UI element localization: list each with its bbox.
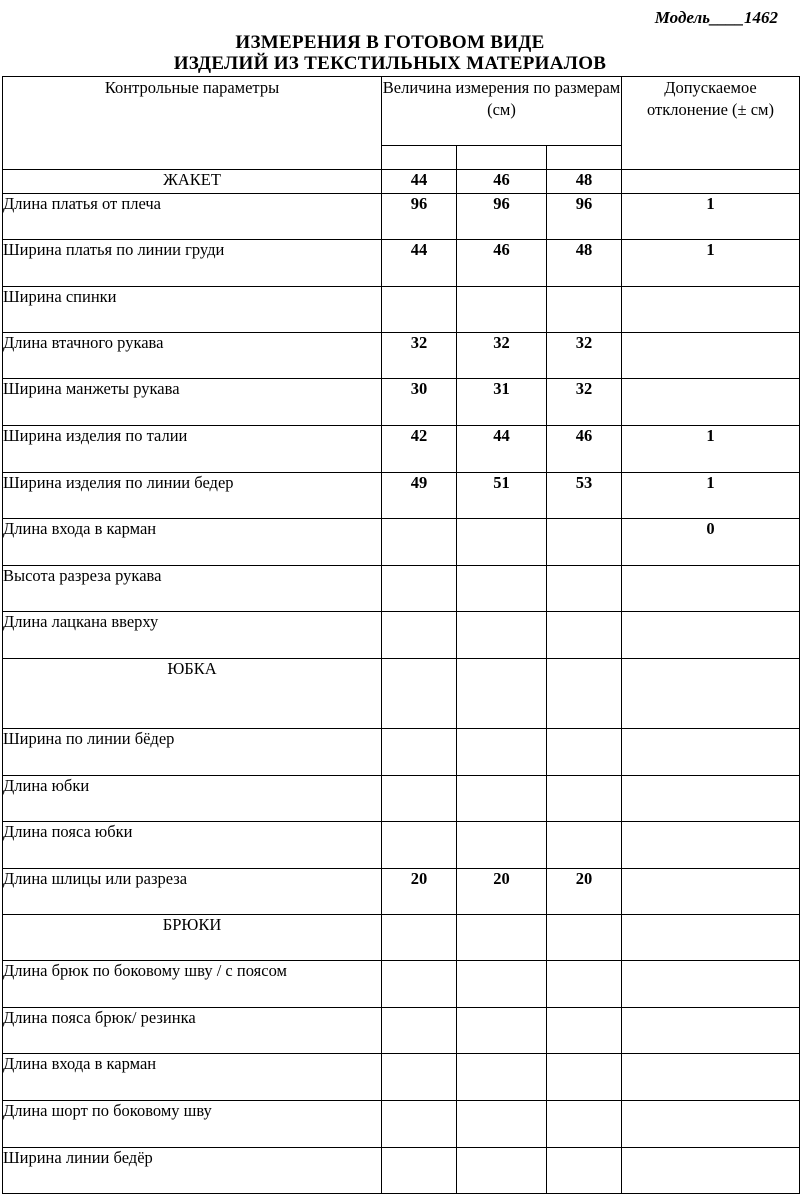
empty-cell xyxy=(622,915,800,961)
section-skirt-label: ЮБКА xyxy=(3,659,382,729)
empty-cell xyxy=(457,659,547,729)
value-cell: 96 xyxy=(457,194,547,240)
tolerance-cell xyxy=(622,961,800,1008)
tolerance-cell xyxy=(622,1101,800,1148)
value-cell xyxy=(457,1054,547,1101)
value-cell xyxy=(547,287,622,333)
section-skirt-row xyxy=(3,659,800,729)
model-number: Модель____1462 xyxy=(654,8,778,27)
value-cell xyxy=(457,1008,547,1054)
header-subcell xyxy=(457,146,547,170)
table-row xyxy=(3,729,800,776)
tolerance-cell xyxy=(622,333,800,379)
table-row xyxy=(3,822,800,869)
value-cell xyxy=(382,776,457,822)
size-cell: 44 xyxy=(382,170,457,194)
table-row xyxy=(3,1054,800,1101)
value-cell xyxy=(547,1101,622,1148)
tolerance-cell: 1 xyxy=(622,426,800,473)
tolerance-cell: 1 xyxy=(622,240,800,287)
value-cell xyxy=(382,822,457,869)
value-cell: 44 xyxy=(457,426,547,473)
parameter-name: Ширина линии бедёр xyxy=(3,1148,382,1194)
tolerance-cell xyxy=(622,170,800,194)
parameter-name: Длина входа в карман xyxy=(3,1054,382,1101)
value-cell xyxy=(382,1008,457,1054)
value-cell xyxy=(382,729,457,776)
table-row xyxy=(3,473,800,519)
empty-cell xyxy=(382,659,457,729)
value-cell: 30 xyxy=(382,379,457,426)
parameter-name: Длина шорт по боковому шву xyxy=(3,1101,382,1148)
tolerance-cell xyxy=(622,287,800,333)
value-cell: 20 xyxy=(547,869,622,915)
value-cell xyxy=(547,1054,622,1101)
parameter-name: Длина входа в карман xyxy=(3,519,382,566)
empty-cell xyxy=(622,659,800,729)
value-cell: 32 xyxy=(382,333,457,379)
value-cell: 31 xyxy=(457,379,547,426)
value-cell: 51 xyxy=(457,473,547,519)
parameter-name: Длина лацкана вверху xyxy=(3,612,382,659)
value-cell xyxy=(457,961,547,1008)
table-row xyxy=(3,194,800,240)
tolerance-cell xyxy=(622,1148,800,1194)
parameter-name: Длина втачного рукава xyxy=(3,333,382,379)
measurements-table xyxy=(2,76,800,1194)
table-row xyxy=(3,1008,800,1054)
tolerance-cell xyxy=(622,1008,800,1054)
value-cell: 96 xyxy=(382,194,457,240)
section-trousers-label: БРЮКИ xyxy=(3,915,382,961)
parameter-name: Длина пояса юбки xyxy=(3,822,382,869)
value-cell xyxy=(457,729,547,776)
size-cell: 46 xyxy=(457,170,547,194)
value-cell xyxy=(547,729,622,776)
tolerance-cell xyxy=(622,776,800,822)
value-cell xyxy=(457,566,547,612)
value-cell xyxy=(547,1148,622,1194)
value-cell: 49 xyxy=(382,473,457,519)
empty-cell xyxy=(457,915,547,961)
value-cell xyxy=(547,566,622,612)
header-tolerance: Допускаемое отклонение (± см) xyxy=(622,77,800,170)
section-jacket-label: ЖАКЕТ xyxy=(3,170,382,194)
header-values: Величина измерения по размерам (см) xyxy=(382,77,622,146)
value-cell xyxy=(382,1054,457,1101)
value-cell xyxy=(382,1101,457,1148)
table-row xyxy=(3,566,800,612)
size-cell: 48 xyxy=(547,170,622,194)
value-cell: 46 xyxy=(457,240,547,287)
document-title-line-2: ИЗДЕЛИЙ ИЗ ТЕКСТИЛЬНЫХ МАТЕРИАЛОВ xyxy=(173,53,607,74)
tolerance-cell xyxy=(622,822,800,869)
table-row xyxy=(3,240,800,287)
value-cell xyxy=(382,961,457,1008)
value-cell: 53 xyxy=(547,473,622,519)
parameter-name: Длина брюк по боковому шву / с поясом xyxy=(3,961,382,1008)
value-cell xyxy=(457,287,547,333)
value-cell xyxy=(457,776,547,822)
tolerance-cell xyxy=(622,379,800,426)
table-row xyxy=(3,869,800,915)
value-cell: 32 xyxy=(457,333,547,379)
value-cell xyxy=(457,612,547,659)
value-cell: 44 xyxy=(382,240,457,287)
header-subcell xyxy=(547,146,622,170)
tolerance-cell xyxy=(622,1054,800,1101)
parameter-name: Длина платья от плеча xyxy=(3,194,382,240)
value-cell: 46 xyxy=(547,426,622,473)
value-cell xyxy=(547,822,622,869)
value-cell xyxy=(547,961,622,1008)
parameter-name: Длина шлицы или разреза xyxy=(3,869,382,915)
parameter-name: Длина пояса брюк/ резинка xyxy=(3,1008,382,1054)
table-row xyxy=(3,426,800,473)
table-row xyxy=(3,776,800,822)
value-cell: 32 xyxy=(547,379,622,426)
parameter-name: Ширина изделия по талии xyxy=(3,426,382,473)
document-title-line-1: ИЗМЕРЕНИЯ В ГОТОВОМ ВИДЕ xyxy=(235,32,545,53)
table-row xyxy=(3,519,800,566)
parameter-name: Ширина платья по линии груди xyxy=(3,240,382,287)
empty-cell xyxy=(547,659,622,729)
tolerance-cell: 1 xyxy=(622,194,800,240)
value-cell xyxy=(457,822,547,869)
parameter-name: Ширина по линии бёдер xyxy=(3,729,382,776)
value-cell: 42 xyxy=(382,426,457,473)
table-row xyxy=(3,612,800,659)
value-cell: 20 xyxy=(382,869,457,915)
table-row xyxy=(3,379,800,426)
value-cell: 32 xyxy=(547,333,622,379)
value-cell xyxy=(382,566,457,612)
table-row xyxy=(3,333,800,379)
parameter-name: Ширина манжеты рукава xyxy=(3,379,382,426)
value-cell xyxy=(457,519,547,566)
table-row xyxy=(3,287,800,333)
tolerance-cell xyxy=(622,869,800,915)
tolerance-cell: 1 xyxy=(622,473,800,519)
empty-cell xyxy=(382,915,457,961)
header-params: Контрольные параметры xyxy=(3,77,382,170)
table-row xyxy=(3,961,800,1008)
empty-cell xyxy=(547,915,622,961)
section-trousers-row xyxy=(3,915,800,961)
section-jacket-row xyxy=(3,170,800,194)
parameter-name: Длина юбки xyxy=(3,776,382,822)
value-cell: 96 xyxy=(547,194,622,240)
table-row xyxy=(3,1148,800,1194)
table-row xyxy=(3,1101,800,1148)
value-cell xyxy=(457,1101,547,1148)
value-cell: 20 xyxy=(457,869,547,915)
value-cell xyxy=(382,612,457,659)
tolerance-cell xyxy=(622,729,800,776)
tolerance-cell xyxy=(622,612,800,659)
header-subcell xyxy=(382,146,457,170)
tolerance-cell xyxy=(622,566,800,612)
value-cell xyxy=(382,287,457,333)
tolerance-cell: 0 xyxy=(622,519,800,566)
value-cell xyxy=(382,1148,457,1194)
value-cell xyxy=(547,519,622,566)
value-cell xyxy=(457,1148,547,1194)
value-cell xyxy=(547,612,622,659)
value-cell xyxy=(547,1008,622,1054)
parameter-name: Ширина спинки xyxy=(3,287,382,333)
value-cell xyxy=(382,519,457,566)
value-cell: 48 xyxy=(547,240,622,287)
parameter-name: Высота разреза рукава xyxy=(3,566,382,612)
value-cell xyxy=(547,776,622,822)
parameter-name: Ширина изделия по линии бедер xyxy=(3,473,382,519)
